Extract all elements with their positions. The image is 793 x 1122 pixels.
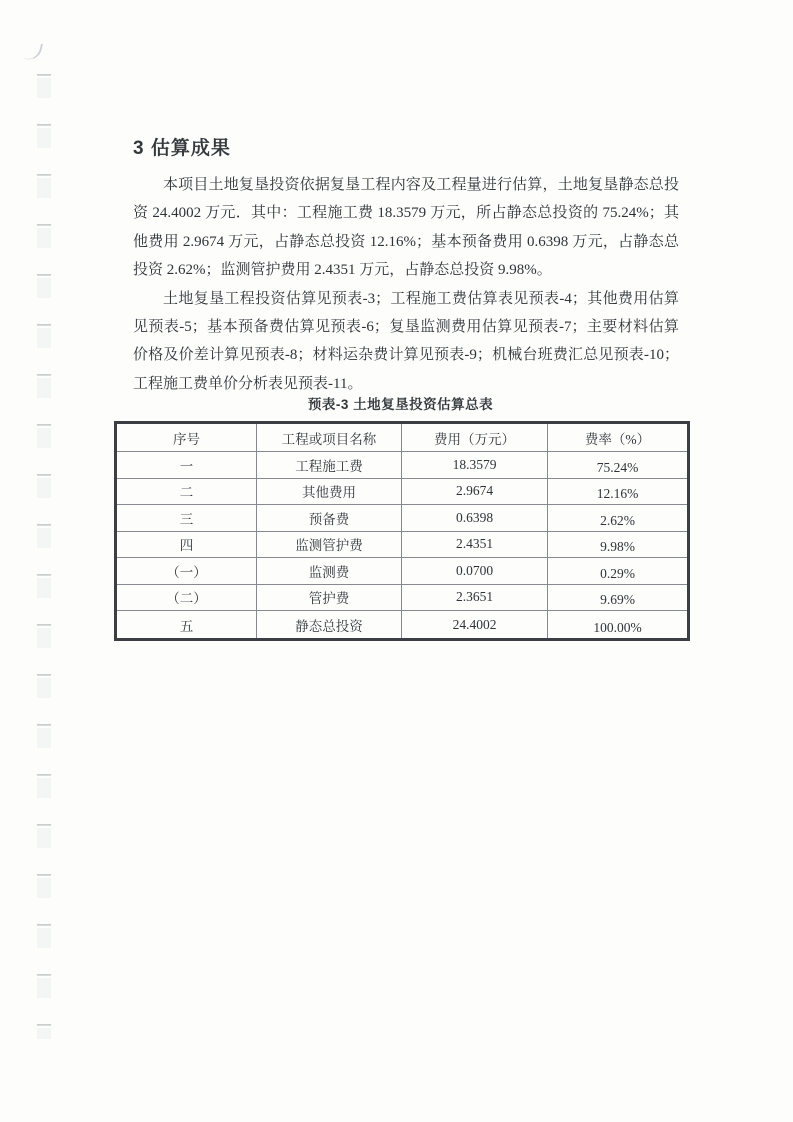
table-row [116,558,689,585]
cell-rate: 100.00% [548,611,689,640]
table-caption: 预表-3 土地复垦投资估算总表 [307,397,494,412]
column-header-rate: 费率（%） [548,423,689,452]
table-row [116,478,689,505]
cell-cost: 18.3579 [402,452,548,479]
paragraph-investment-summary: 本项目土地复垦投资依据复垦工程内容及工程量进行估算，土地复垦静态总投资 24.4002 万元．其中：工程施工费 18.3579 万元，所占静态总投资的 75.24%；其他费用 2.9674 万元，占静态总投资 12.16%；基本预备费用 0.6398 万元，占静态总投资 2.62%；监测管护费用 2.4351 万元，占静态总投资 9.98%。 [133,177,679,279]
column-header-serial: 序号 [116,423,257,452]
cell-rate: 2.62% [548,505,689,532]
paragraph-table-references: 土地复垦工程投资估算见预表-3；工程施工费估算表见预表-4；其他费用估算见预表-5；基本预备费估算见预表-6；复垦监测费用估算见预表-7；主要材料估算价格及价差计算见预表-8；材料运杂费计算见预表-9；机械台班费汇总见预表-10；工程施工费单价分析表见预表-11。 [133,290,679,392]
cell-serial: 四 [116,531,257,558]
cell-item: 监测管护费 [257,531,402,558]
table-row [116,452,689,479]
investment-table-section [114,393,687,641]
cell-rate: 75.24% [548,452,689,479]
cell-rate: 9.98% [548,531,689,558]
cell-serial: 三 [116,505,257,532]
cell-serial: （一） [116,558,257,585]
column-header-item: 工程或项目名称 [257,423,402,452]
cell-item: 工程施工费 [257,452,402,479]
cell-cost: 0.6398 [402,505,548,532]
cell-item: 监测费 [257,558,402,585]
cell-rate: 9.69% [548,584,689,611]
table-row [116,584,689,611]
scan-smudge-mark [24,40,43,62]
cell-item: 静态总投资 [257,611,402,640]
table-header-row [116,423,689,452]
cell-rate: 12.16% [548,478,689,505]
investment-summary-table [114,421,690,641]
column-header-cost: 费用（万元） [402,423,548,452]
cell-item: 管护费 [257,584,402,611]
section-heading: 3 估算成果 [133,138,231,159]
table-row [116,505,689,532]
table-row [116,611,689,640]
cell-cost: 2.9674 [402,478,548,505]
cell-cost: 0.0700 [402,558,548,585]
table-row [116,531,689,558]
cell-serial: 二 [116,478,257,505]
cell-serial: （二） [116,584,257,611]
cell-serial: 一 [116,452,257,479]
document-body [133,136,679,398]
cell-cost: 2.4351 [402,531,548,558]
cell-cost: 2.3651 [402,584,548,611]
cell-item: 预备费 [257,505,402,532]
cell-rate: 0.29% [548,558,689,585]
cell-item: 其他费用 [257,478,402,505]
binding-holes-marks [37,74,51,1039]
cell-cost: 24.4002 [402,611,548,640]
cell-serial: 五 [116,611,257,640]
